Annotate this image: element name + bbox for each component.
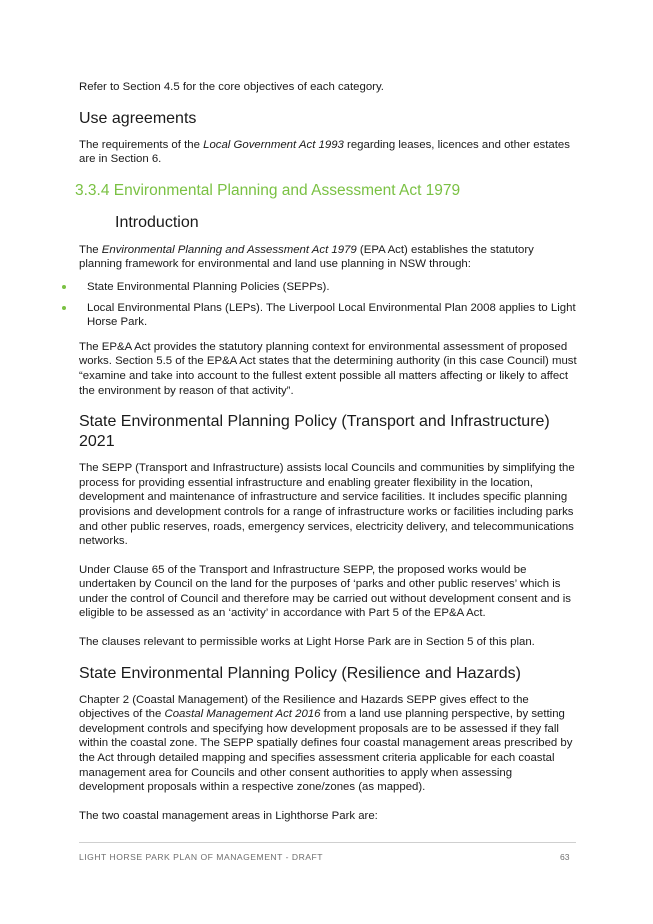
intro-reference-text: Refer to Section 4.5 for the core objectives of each category. (79, 81, 384, 93)
use-agreements-text (79, 138, 579, 167)
use-agreements-heading: Use agreements (79, 109, 197, 127)
sepp-transport-paragraph-3: The clauses relevant to permissible works at Light Horse Park are in Section 5 of this plan. (79, 636, 535, 649)
list-item (79, 280, 579, 295)
introduction-text-pre: The (79, 243, 102, 256)
footer-document-title: LIGHT HORSE PARK PLAN OF MANAGEMENT - DRAFT (79, 852, 324, 862)
sepp-resilience-text-pre: Chapter 2 (Coastal Management) of the Resilience and Hazards SEPP gives effect to the objectives of the (79, 693, 529, 721)
bullet-icon (62, 285, 66, 289)
introduction-text (79, 243, 579, 272)
footer-divider (79, 842, 576, 843)
sepp-resilience-paragraph-1 (79, 693, 579, 795)
list-item (79, 301, 579, 330)
introduction-act-title: Environmental Planning and Assessment Act 1979 (101, 243, 357, 256)
planning-instruments-list (79, 280, 579, 330)
sepp-transport-paragraph-1: The SEPP (Transport and Infrastructure) assists local Councils and communities by simplifying the process for providing essential infrastructure and enabling greater flexibility in the location, development and maintenance of infrastructure and service facilities. It includes specific planning provisions and development controls for a range of infrastructure works or facilities including parks and other public reserves, roads, emergency services, electricity delivery, and telecommunications networks. (79, 462, 575, 548)
sepp-resilience-heading: State Environmental Planning Policy (Resilience and Hazards) (79, 664, 521, 682)
list-item-text: Local Environmental Plans (LEPs). The Liverpool Local Environmental Plan 2008 applies to Light Horse Park. (87, 301, 576, 329)
page-content (75, 80, 579, 823)
epa-context-text: The EP&A Act provides the statutory planning context for environmental assessment of proposed works. Section 5.5 of the EP&A Act states that the determining authority (in this case Council) must “examine and take into account to the fullest extent possible all matters affecting or likely to affect the environment by reason of that activity”. (79, 340, 577, 397)
introduction-text-post: (EPA Act) establishes the statutory planning framework for environmental and land use planning in NSW through: (79, 243, 534, 271)
introduction-heading: Introduction (115, 213, 199, 231)
footer-page-number: 63 (560, 852, 570, 862)
use-agreements-text-post: regarding leases, licences and other estates are in Section 6. (79, 138, 570, 166)
sepp-transport-heading: State Environmental Planning Policy (Transport and Infrastructure) 2021 (79, 413, 550, 451)
section-334-heading: 3.3.4 Environmental Planning and Assessment Act 1979 (75, 181, 461, 199)
list-item-text: State Environmental Planning Policies (SEPPs). (87, 280, 330, 293)
sepp-resilience-paragraph-2: The two coastal management areas in Lighthorse Park are: (79, 809, 378, 822)
coastal-act-title: Coastal Management Act 2016 (164, 708, 321, 721)
use-agreements-text-pre: The requirements of the (79, 138, 204, 151)
bullet-icon (62, 306, 66, 310)
sepp-resilience-text-post: from a land use planning perspective, by setting development controls and specifying how development proposals are to be assessed if they fall within the coastal zone. The SEPP spatially defines four coastal management areas prescribed by the Act through detailed mapping and specifies assessment criteria applicable for each coastal management area for Councils and other consent authorities to apply when assessing development proposals within a respective zone/zones (as mapped). (79, 708, 573, 794)
use-agreements-act-title: Local Government Act 1993 (203, 138, 344, 151)
sepp-transport-paragraph-2: Under Clause 65 of the Transport and Infrastructure SEPP, the proposed works would be undertaken by Council on the land for the purposes of ‘parks and other public reserves’ which is under the control of Council and therefore may be carried out without development consent and is eligible to be assessed as an ‘activity’ in accordance with Part 5 of the EP&A Act. (79, 563, 571, 620)
